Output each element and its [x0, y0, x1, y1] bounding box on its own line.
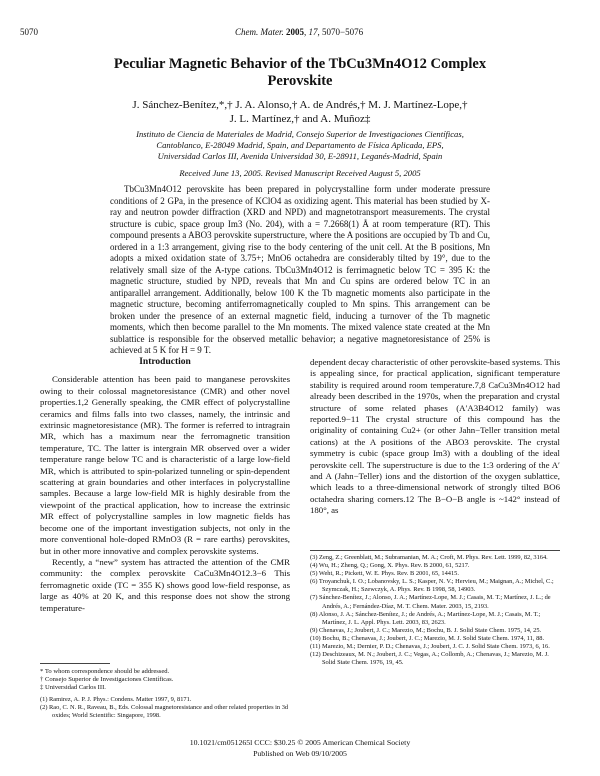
intro-paragraph-1: Considerable attention has been paid to manganese perovskites owing to their colossal magnetoresistance (CMR) and other novel properties.1,2 Generally speaking, the CMR effect of polycrystalline ceramics and films falls into two classes, namely, the intrinsic and extrinsic magnetoresistance (MR). The former is referred to intragrain MR, which has a maximum near the ferromagnetic transition temperature, TC. The latter is intergrain MR observed over a wider temperature range below TC and is characteristic of a large low-field MR, which is attributed to spin-polarized tunneling or spin-dependent scattering at grain boundaries and other interfaces in polycrystalline samples. Because a large low-field MR is highly desirable from the viewpoint of the practical application, how to increase the extrinsic MR effect of polycrystalline samples in low magnetic fields has become one of the important investigation subjects, not only in the more conventional hole-doped RMnO3 (R = rare earths) perovskites, but in other more innovative and complex perovskite systems.: [40, 374, 290, 556]
reference-4: (4) Wu, H.; Zheng, Q.; Gong, X. Phys. Rev. B 2000, 61, 5217.: [310, 562, 470, 570]
author-line-2: J. L. Martínez,† and A. Muñoz‡: [229, 113, 371, 125]
right-column: [310, 357, 560, 517]
paper-title: [40, 56, 560, 90]
footnotes: [40, 668, 290, 692]
affiliations: [60, 129, 540, 162]
reference-5: (5) Weht, R.; Pickett, W. E. Phys. Rev. B 2001, 65, 14415.: [310, 570, 459, 578]
page-number: 5070: [20, 27, 38, 37]
received-dates: Received June 13, 2005. Revised Manuscript Received August 5, 2005: [179, 168, 421, 178]
intro-paragraph-continued: dependent decay characteristic of other perovskite-based systems. This is appealing since, for practical application, significant temperature stability is required around room temperature.7,8 CaCu3Mn4O12 had already been described in the 1970s, when the preparation and crystal structure of some related phases (A′A3B4O12 family) was reported.9−11 The crystal structure of this compound has the originality of containing Cu2+ (or other Jahn−Teller transition metal cations) at the A positions of the ABO3 perovskite. The crystal symmetry is cubic (space group Im3) with a doubling of the ideal perovskite cell. The superstructure is due to the 1:3 ordering of the A′ and A (Jahn−Teller) ions and the distortion of the oxygen sublattice, which leads to a three-dimensional network of strongly tilted BO6 octahedra sharing corners.12 The B−O−B angle is ~142° instead of 180°, as: [310, 357, 560, 516]
references-left: [40, 696, 290, 720]
author-line-1: J. Sánchez-Benítez,*,† J. A. Alonso,† A. de Andrés,† M. J. Martínez-Lope,†: [132, 99, 468, 111]
footnote-uc3m: ‡ Universidad Carlos III.: [40, 684, 106, 691]
reference-6: (6) Troyanchuk, I. O.; Lobanovsky, L. S.; Kasper, N. V.; Hervieu, M.; Maignan, A.; Michel, C.; Szymczak, H.; Szewczyk, A. Phys. Rev. B 1998, 58, 14903.: [310, 578, 554, 594]
affiliation-line-2: Cantoblanco, E-28049 Madrid, Spain, and Departamento de Física Aplicada, EPS,: [156, 140, 444, 150]
reference-8: (8) Alonso, J. A.; Sánchez-Benítez, J.; de Andrés, A.; Martínez-Lope, M. J.; Casais, M. T.; Martínez, J. L. Appl. Phys. Lett. 2003, 83, 2623.: [310, 610, 541, 626]
intro-paragraph-2: Recently, a “new” system has attracted the attention of the CMR community: the complex perovskite CaCu3Mn4O12.3−6 This ferromagnetic oxide (TC = 355 K) shows good low-field response, as large as 40% at 20 K, and this response does not show the strong temperature-: [40, 556, 290, 613]
left-column: [40, 357, 290, 614]
affiliation-line-3: Universidad Carlos III, Avenida Universidad 30, E-28911, Leganés-Madrid, Spain: [157, 151, 443, 161]
footnote-csic: † Consejo Superior de Investigaciones Científicas.: [40, 676, 174, 683]
reference-1: (1) Ramirez, A. P. J. Phys.: Condens. Matter 1997, 9, 8171.: [40, 696, 192, 703]
journal-citation: Chem. Mater. 2005, 17, 5070−5076: [235, 27, 364, 37]
author-list: [40, 98, 560, 126]
affiliation-line-1: Instituto de Ciencia de Materiales de Madrid, Consejo Superior de Investigaciones Científicas,: [136, 129, 464, 139]
journal-volume: 17: [308, 27, 318, 37]
reference-10: (10) Bochu, B.; Chenavas, J.; Joubert, J. C.; Marezio, M. J. Solid State Chem. 1974, 11, 88.: [310, 634, 545, 642]
reference-12: (12) Deschizeaux, M. N.; Joubert, J. C.; Vegas, A.; Collomb, A.; Chenavas, J.; Marezio, M. J. Solid State Chem. 1976, 19, 45.: [310, 651, 549, 667]
footnote-correspondence: * To whom correspondence should be addressed.: [40, 668, 170, 675]
reference-9: (9) Chenavas, J.; Joubert, J. C.; Marezio, M.; Bochu, B. J. Solid State Chem. 1975, 14, 25.: [310, 626, 542, 634]
abstract: TbCu3Mn4O12 perovskite has been prepared in polycrystalline form under moderate pressure conditions of 2 GPa, in the presence of KClO4 as oxidizing agent. This material has been studied by X-ray and neutron powder diffraction (XRD and NPD) and magnetotransport measurements. The crystal structure is cubic, space group Im3 (No. 204), with a = 7.2668(1) Å at room temperature (RT). This compound presents a ABO3 perovskite superstructure, where the A positions are occupied by Tb and Cu, ordered in a 1:3 arrangement, giving rise to the body centering of the unit cell. At the B positions, Mn adopts a mixed oxidation state of 3.75+; MnO6 octahedra are considerably tilted by 19°, due to the relatively small size of the A-type cations. TbCu3Mn4O12 is ferrimagnetic below TC = 395 K: the magnetic structure, studied by NPD, reveals that Mn and Cu spins are ordered below TC in an antiparallel arrangement. Additionally, below 100 K the Tb magnetic moments also participate in the magnetic structure, becoming antiferromagnetically coupled to Mn spins. This arrangement can be broken under the presence of an external magnetic field, inducing a turnover of the Tb magnetic moments, which then become parallel to the Mn moments. The mixed valence state created at the Mn sublattice is responsible for the observed metallic behavior; a negative magnetoresistance of 25% is achieved at 5 K for H = 9 T.: [110, 184, 490, 355]
reference-2: (2) Rao, C. N. R., Raveau, B., Eds. Colossal magnetoresistance and other related properties in 3d oxides; World Scientific: Singapore, 1998.: [40, 704, 289, 720]
journal-name: Chem. Mater.: [235, 27, 284, 37]
publication-date-footer: Published on Web 09/10/2005: [253, 749, 347, 758]
paper-title-line-2: Perovskite: [267, 73, 333, 89]
references-rule: [310, 550, 560, 551]
paper-title-line-1: Peculiar Magnetic Behavior of the TbCu3Mn4O12 Complex: [113, 56, 487, 72]
doi-footer: 10.1021/cm051265l CCC: $30.25 © 2005 American Chemical Society: [189, 738, 411, 747]
references-right: [310, 554, 560, 667]
footnote-rule: [40, 663, 110, 664]
journal-year: 2005: [286, 27, 304, 37]
reference-11: (11) Marezio, M.; Dernier, P. D.; Chenavas, J.; Joubert, J. C. J. Solid State Chem. 1973, 6, 16.: [310, 643, 550, 651]
reference-7: (7) Sánchez-Benítez, J.; Alonso, J. A.; Martínez-Lope, M. J.; Casais, M. T.; Martínez, J. L.; de Andrés, A.; Fernández-Díaz, M. T. Chem. Mater. 2003, 15, 2193.: [310, 594, 551, 610]
reference-3: (3) Zeng, Z.; Greenblatt, M.; Subramanian, M. A.; Croft, M. Phys. Rev. Lett. 1999, 82, 3164.: [310, 554, 548, 561]
section-heading-introduction: Introduction: [139, 357, 191, 367]
journal-pages: 5070−5076: [322, 27, 364, 37]
